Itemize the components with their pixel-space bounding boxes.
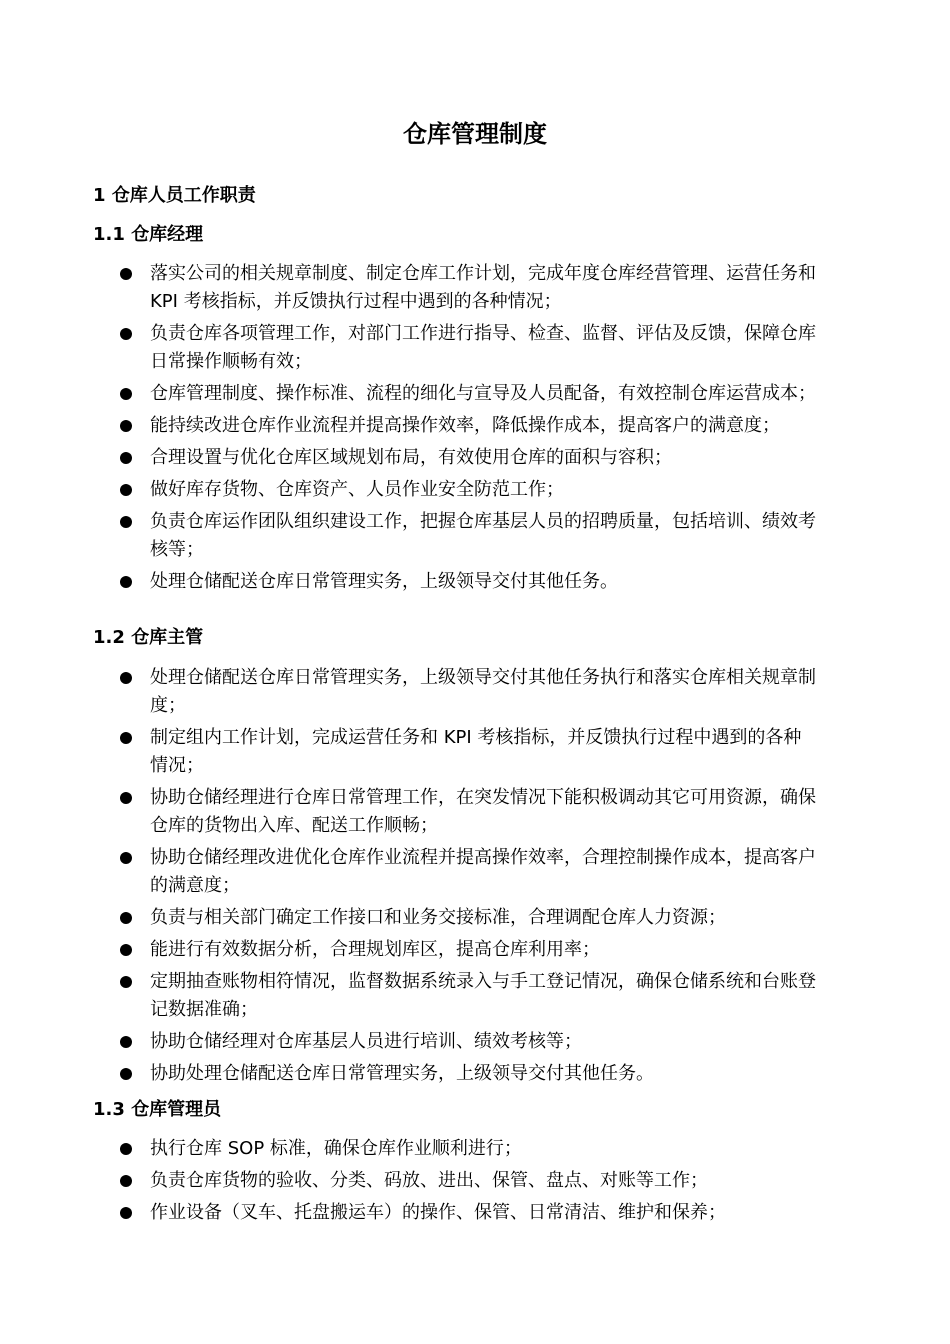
bullet-icon [120, 944, 132, 956]
manager-duties-list [118, 260, 818, 600]
list-item: 落实公司的相关规章制度、制定仓库工作计划，完成年度仓库经营管理、运营任务和 KPI 考核指标，并反馈执行过程中遇到的各种情况； [118, 260, 818, 316]
list-item: 协助仓储经理进行仓库日常管理工作，在突发情况下能积极调动其它可用资源，确保仓库的货物出入库、配送工作顺畅； [118, 784, 818, 840]
supervisor-duties-list [118, 664, 818, 1092]
bullet-icon [120, 452, 132, 464]
list-item: 负责与相关部门确定工作接口和业务交接标准，合理调配仓库人力资源； [118, 904, 818, 932]
bullet-icon [120, 1207, 132, 1219]
bullet-icon [120, 1143, 132, 1155]
bullet-icon [120, 420, 132, 432]
bullet-icon [120, 732, 132, 744]
document-title: 仓库管理制度 [403, 120, 547, 148]
bullet-icon [120, 1068, 132, 1080]
bullet-icon [120, 1175, 132, 1187]
bullet-icon [120, 852, 132, 864]
list-item: 执行仓库 SOP 标准，确保仓库作业顺利进行； [118, 1135, 818, 1163]
bullet-icon [120, 516, 132, 528]
subsection-heading-keeper: 1.3 仓库管理员 [93, 1099, 222, 1120]
bullet-icon [120, 976, 132, 988]
list-item: 处理仓储配送仓库日常管理实务，上级领导交付其他任务执行和落实仓库相关规章制度； [118, 664, 818, 720]
list-item: 做好库存货物、仓库资产、人员作业安全防范工作； [118, 476, 818, 504]
list-item: 合理设置与优化仓库区域规划布局，有效使用仓库的面积与容积； [118, 444, 818, 472]
subsection-heading-manager: 1.1 仓库经理 [93, 224, 204, 245]
bullet-icon [120, 388, 132, 400]
bullet-icon [120, 792, 132, 804]
bullet-icon [120, 672, 132, 684]
bullet-icon [120, 576, 132, 588]
list-item: 协助处理仓储配送仓库日常管理实务，上级领导交付其他任务。 [118, 1060, 818, 1088]
list-item: 作业设备（叉车、托盘搬运车）的操作、保管、日常清洁、维护和保养； [118, 1199, 818, 1227]
list-item: 制定组内工作计划，完成运营任务和 KPI 考核指标，并反馈执行过程中遇到的各种情况； [118, 724, 818, 780]
subsection-heading-supervisor: 1.2 仓库主管 [93, 627, 204, 648]
list-item: 负责仓库货物的验收、分类、码放、进出、保管、盘点、对账等工作； [118, 1167, 818, 1195]
list-item: 能进行有效数据分析，合理规划库区，提高仓库利用率； [118, 936, 818, 964]
list-item: 协助仓储经理对仓库基层人员进行培训、绩效考核等； [118, 1028, 818, 1056]
bullet-icon [120, 912, 132, 924]
list-item: 负责仓库运作团队组织建设工作，把握仓库基层人员的招聘质量，包括培训、绩效考核等； [118, 508, 818, 564]
list-item: 定期抽查账物相符情况，监督数据系统录入与手工登记情况，确保仓储系统和台账登记数据准确； [118, 968, 818, 1024]
bullet-icon [120, 268, 132, 280]
list-item: 能持续改进仓库作业流程并提高操作效率，降低操作成本，提高客户的满意度； [118, 412, 818, 440]
list-item: 仓库管理制度、操作标准、流程的细化与宣导及人员配备，有效控制仓库运营成本； [118, 380, 818, 408]
list-item: 处理仓储配送仓库日常管理实务，上级领导交付其他任务。 [118, 568, 818, 596]
list-item: 协助仓储经理改进优化仓库作业流程并提高操作效率，合理控制操作成本，提高客户的满意度； [118, 844, 818, 900]
list-item: 负责仓库各项管理工作，对部门工作进行指导、检查、监督、评估及反馈，保障仓库日常操作顺畅有效； [118, 320, 818, 376]
section-heading: 1 仓库人员工作职责 [93, 185, 256, 206]
bullet-icon [120, 328, 132, 340]
keeper-duties-list [118, 1135, 818, 1231]
bullet-icon [120, 1036, 132, 1048]
bullet-icon [120, 484, 132, 496]
